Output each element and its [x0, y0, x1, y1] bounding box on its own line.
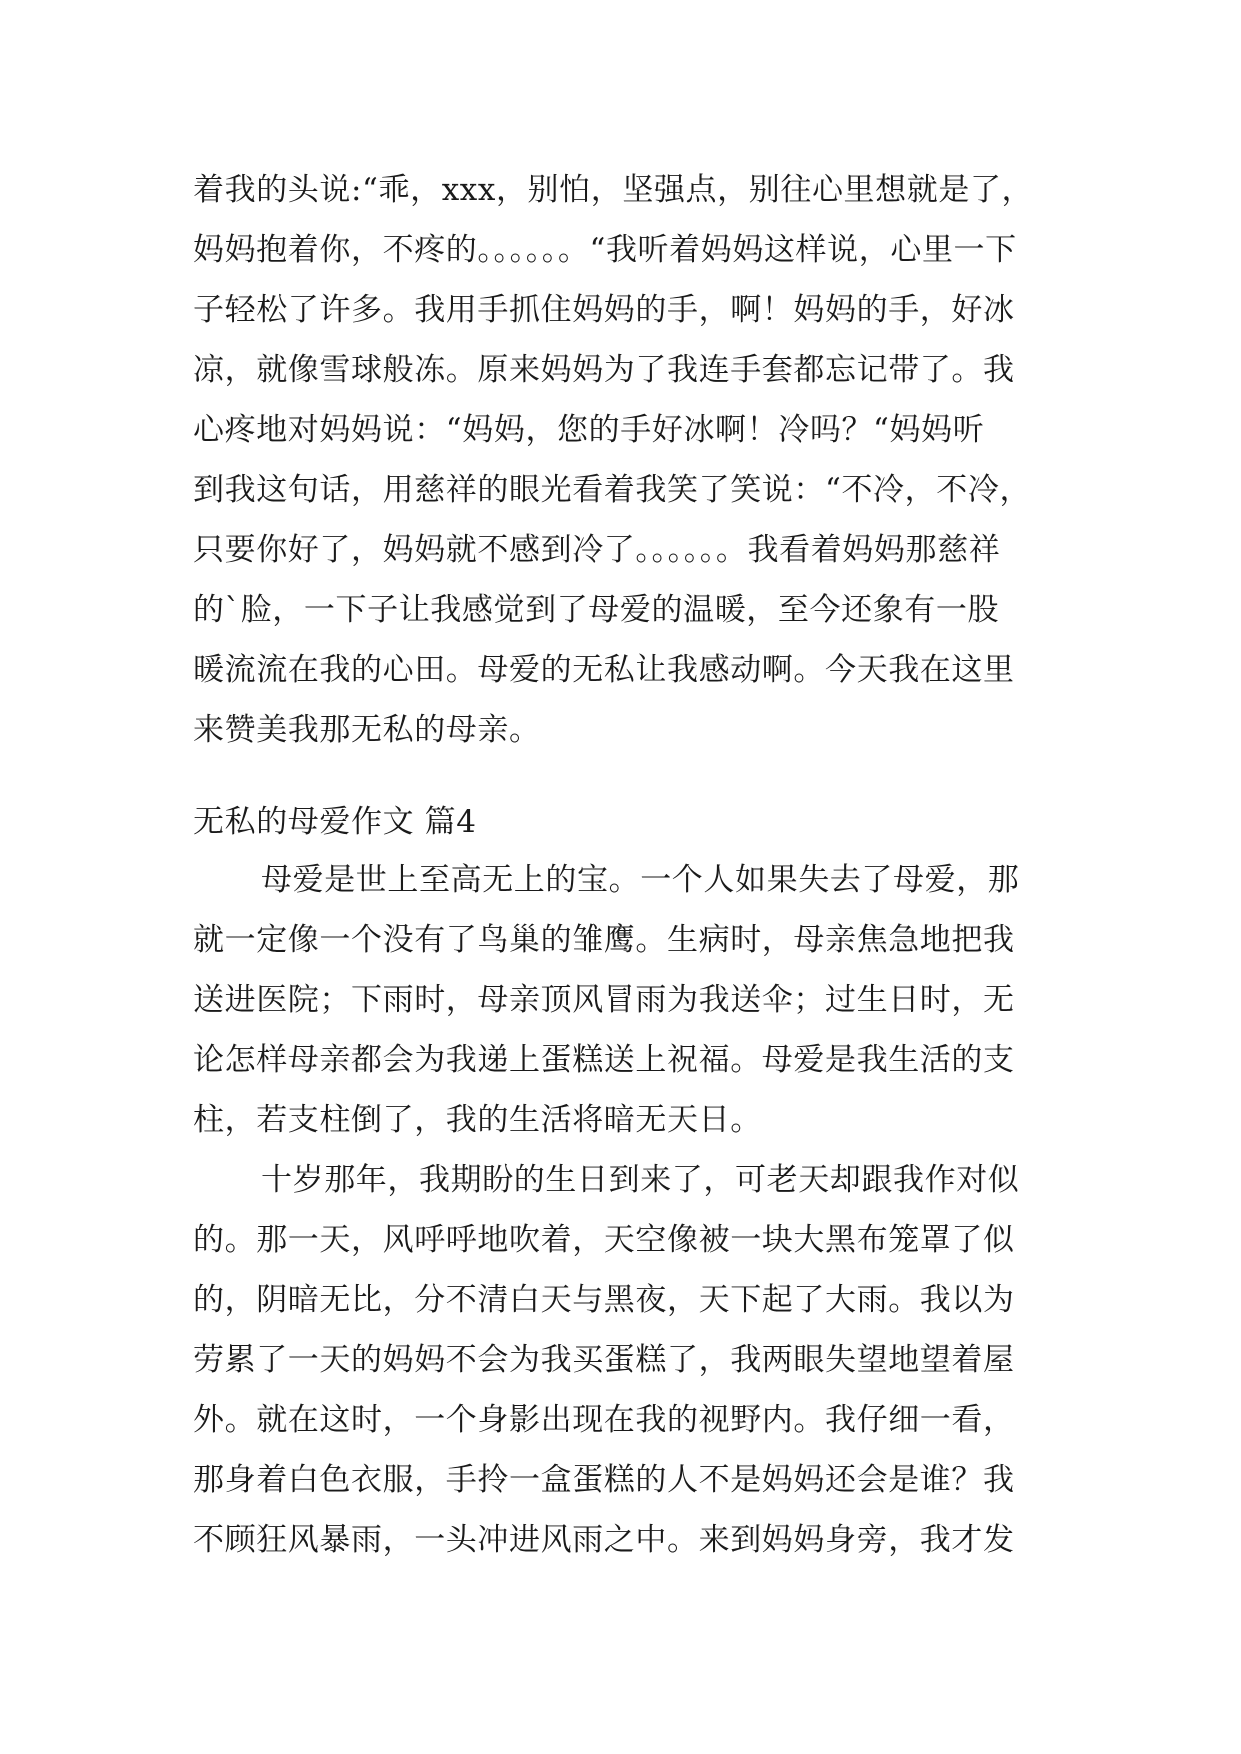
text-line: 劳累了一天的妈妈不会为我买蛋糕了，我两眼失望地望着屋: [193, 1342, 1015, 1378]
text-line: 那身着白色衣服，手拎一盒蛋糕的人不是妈妈还会是谁？我: [193, 1462, 1015, 1498]
text-line: 送进医院；下雨时，母亲顶风冒雨为我送伞；过生日时，无: [193, 982, 1015, 1018]
text-line: 到我这句话，用慈祥的眼光看着我笑了笑说：“不冷，不冷，: [193, 472, 1032, 508]
paragraph: [193, 1150, 1055, 1570]
text-line: 外。就在这时，一个身影出现在我的视野内。我仔细一看，: [193, 1402, 1015, 1438]
paragraph: [193, 850, 1055, 1150]
text-line: 子轻松了许多。我用手抓住妈妈的手，啊！妈妈的手，好冰: [193, 292, 1015, 328]
text-line: 十岁那年，我期盼的生日到来了，可老天却跟我作对似: [261, 1162, 1020, 1198]
text-line: 就一定像一个没有了鸟巢的雏鹰。生病时，母亲焦急地把我: [193, 922, 1015, 958]
text-line: 柱，若支柱倒了，我的生活将暗无天日。: [193, 1102, 762, 1138]
text-line: 的`脸，一下子让我感觉到了母爱的温暖，至今还象有一股: [193, 592, 1000, 628]
text-line: 不顾狂风暴雨，一头冲进风雨之中。来到妈妈身旁，我才发: [193, 1522, 1015, 1558]
section-heading: 无私的母爱作文 篇4: [193, 804, 477, 840]
text-line: 心疼地对妈妈说：“妈妈，您的手好冰啊！冷吗？“妈妈听: [193, 412, 985, 448]
text-line: 着我的头说:“乖，xxx，别怕，坚强点，别往心里想就是了，: [193, 172, 1034, 208]
continued-paragraph: [193, 160, 1055, 760]
text-line: 论怎样母亲都会为我递上蛋糕送上祝福。母爱是我生活的支: [193, 1042, 1015, 1078]
text-line: 暖流流在我的心田。母爱的无私让我感动啊。今天我在这里: [193, 652, 1015, 688]
text-line: 妈妈抱着你，不疼的。。。。。。“我听着妈妈这样说，心里一下: [193, 232, 1017, 268]
text-line: 凉，就像雪球般冻。原来妈妈为了我连手套都忘记带了。我: [193, 352, 1015, 388]
text-line: 只要你好了，妈妈就不感到冷了。。。。。。我看着妈妈那慈祥: [193, 532, 1001, 568]
text-line: 来赞美我那无私的母亲。: [193, 712, 541, 748]
text-line: 的。那一天，风呼呼地吹着，天空像被一块大黑布笼罩了似: [193, 1222, 1015, 1258]
text-line: 的，阴暗无比，分不清白天与黑夜，天下起了大雨。我以为: [193, 1282, 1015, 1318]
text-line: 母爱是世上至高无上的宝。一个人如果失去了母爱，那: [261, 862, 1020, 898]
